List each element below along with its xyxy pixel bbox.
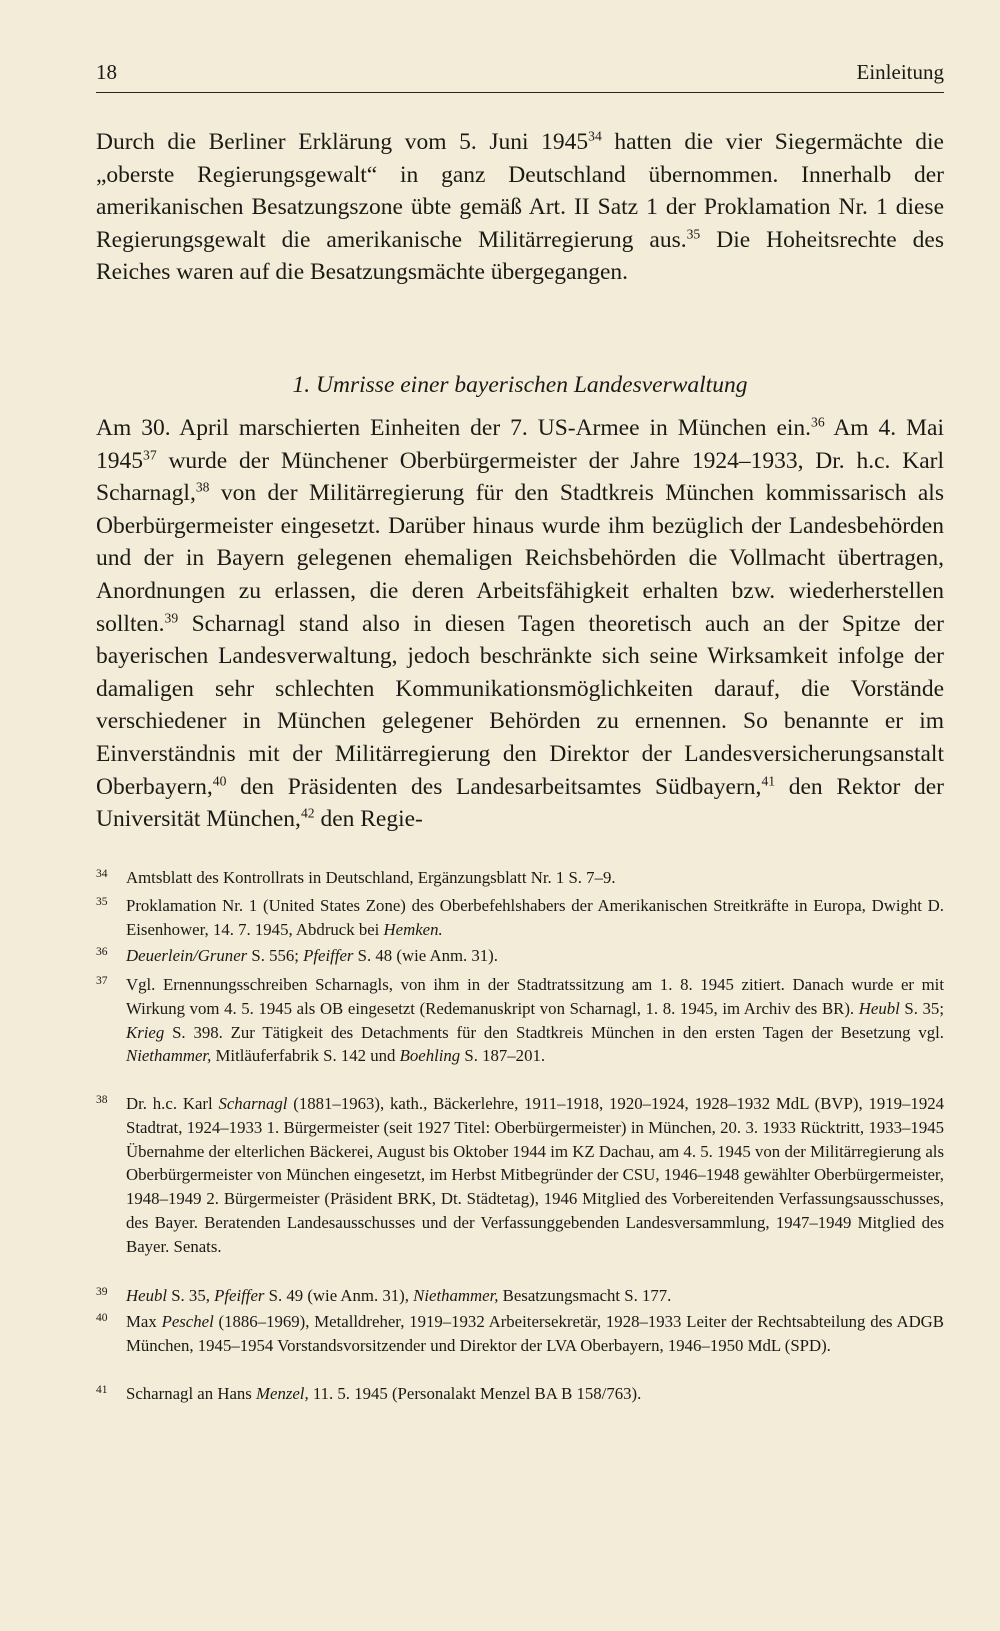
text-run: S. 49 (wie Anm. 31), <box>264 1286 414 1305</box>
text-run: wurde der Münchener Oberbürgermeister der Jahre 1924–1933, Dr. h.c. Karl Scharnagl, <box>96 447 944 507</box>
italic-text: Menzel, <box>256 1384 309 1403</box>
text-run: Am 4. Mai 1945 <box>96 415 944 474</box>
text-run: von der Militärregierung für den Stadtkreis München kommissarisch als Oberbürgermeister eingesetzt. Darüber hinaus wurde ihm bezüglich der Landesbehörden und der in Bayern gelegenen ehemaligen Reichsbehörden die Vollmacht übertragen, Anordnungen zu erlassen, die deren Arbeitsfähigkeit erhalten bzw. wiederherstellen sollten. <box>96 480 944 637</box>
italic-text: Boehling <box>399 1046 461 1066</box>
text-run: Mitläuferfabrik S. 142 und <box>211 1046 400 1066</box>
footnote-34 <box>96 866 944 890</box>
footnote-40 <box>96 1310 944 1358</box>
footnote-text <box>126 973 944 1068</box>
text-run: S. 187–201. <box>460 1046 546 1066</box>
text-run: Dr. h.c. Karl <box>126 1094 219 1113</box>
text-run: Scharnagl stand also in diesen Tagen theoretisch auch an der Spitze der bayerischen Landesverwaltung, jedoch beschränkte sich seine Wirksamkeit infolge der damaligen sehr schlechten Kommunikationsmöglichkeiten darauf, die Vorstände verschiedener in München gelegener Behörden zu ernennen. So benannte er im Einverständnis mit der Militärregierung den Direktor der Landesversicherungsanstalt Oberbayern, <box>96 610 944 800</box>
footnote-reference: 36 <box>811 414 825 430</box>
text-run: S. 398. Zur Tätigkeit des Detachments für den Stadtkreis München in den ersten Tagen der Besetzung vgl. <box>164 1022 944 1042</box>
footnote-number: 41 <box>96 1384 108 1396</box>
footnote-reference: 42 <box>300 805 315 821</box>
text-run: Amtsblatt des Kontrollrats in Deutschland, Ergänzungsblatt Nr. 1 S. 7–9. <box>126 868 616 887</box>
footnote-text <box>126 866 944 890</box>
footnote-number: 36 <box>96 946 108 958</box>
text-run: den Präsidenten des Landesarbeitsamtes Südbayern, <box>226 773 762 800</box>
page-number: 18 <box>96 60 117 84</box>
italic-text: Deuerlein/Gruner <box>126 946 248 965</box>
italic-text: Niethammer, <box>413 1286 499 1305</box>
footnote-number: 39 <box>96 1286 108 1298</box>
text-run: Max <box>126 1312 162 1331</box>
text-run: Am 30. April marschierten Einheiten der 7. US-Armee in München ein. <box>96 415 812 441</box>
text-run: S. 556; <box>247 946 304 965</box>
text-run: Scharnagl an Hans <box>126 1384 257 1403</box>
footnote-number: 34 <box>96 868 108 880</box>
footnote-number: 35 <box>96 896 108 908</box>
running-header <box>96 60 944 85</box>
footnote-reference: 34 <box>588 128 602 144</box>
italic-text: Peschel <box>161 1312 214 1331</box>
footnote-41 <box>96 1382 944 1406</box>
footnote-text <box>126 1310 944 1358</box>
text-run: den Regie- <box>314 806 423 833</box>
header-rule <box>96 92 944 93</box>
footnote-37 <box>96 973 944 1068</box>
italic-text: Scharnagl <box>218 1094 288 1113</box>
italic-text: Heubl <box>126 1286 168 1305</box>
text-run: 11. 5. 1945 (Personalakt Menzel BA B 158/763). <box>308 1384 642 1403</box>
italic-text: Pfeiffer <box>303 946 354 965</box>
footnote-text <box>126 894 944 942</box>
text-run: S. 35; <box>899 998 944 1018</box>
italic-text: Krieg <box>126 1022 165 1042</box>
footnote-text <box>126 944 944 968</box>
body-paragraph-1 <box>96 126 944 289</box>
footnote-reference: 38 <box>195 479 210 495</box>
footnote-reference: 39 <box>164 610 179 626</box>
footnote-35 <box>96 894 944 942</box>
text-run: Die Hoheitsrechte des Reiches waren auf die Besatzungsmächte übergegangen. <box>96 226 944 286</box>
italic-text: Niethammer, <box>126 1046 212 1066</box>
italic-text: Hemken. <box>383 919 443 939</box>
italic-text: Heubl <box>858 998 900 1018</box>
text-run: (1881–1963), kath., Bäckerlehre, 1911–1918, 1920–1924, 1928–1932 MdL (BVP), 1919–1924 Stadtrat, 1924–1933 1. Bürgermeister (seit 1927 Titel: Oberbürgermeister) in München, 20. 3. 1933 Rücktritt, 1933–1945 Übernahme der elterlichen Bäckerei, August bis Oktober 1944 im KZ Dachau, am 4. 5. 1945 von der Militärregierung als Oberbürgermeister von München eingesetzt, im Herbst Mitbegründer der CSU, 1946–1948 gewählter Oberbürgermeister, 1948–1949 2. Bürgermeister (Präsident BRK, Dt. Städtetag), 1946 Mitglied des Vorbereitenden Verfassungsausschusses, des Bayer. Beratenden Landesausschusses und der Verfassunggebenden Landesversammlung, 1947–1949 Mitglied des Bayer. Senats. <box>126 1094 944 1256</box>
footnote-reference: 35 <box>686 226 701 242</box>
running-title: Einleitung <box>856 60 944 84</box>
text-run: Besatzungsmacht S. 177. <box>498 1286 672 1305</box>
footnote-number: 37 <box>96 975 108 987</box>
footnote-reference: 40 <box>212 773 227 789</box>
footnote-36 <box>96 944 944 968</box>
text-run: S. 48 (wie Anm. 31). <box>353 946 498 965</box>
text-run: Proklamation Nr. 1 (United States Zone) des Oberbefehlshabers der Amerikanischen Streitkräfte in Europa, Dwight D. Eisenhower, 14. 7. 1945, Abdruck bei <box>126 896 944 939</box>
footnote-reference: 41 <box>761 773 776 789</box>
text-run: S. 35, <box>167 1286 215 1305</box>
footnote-38 <box>96 1092 944 1259</box>
body-paragraph-2 <box>96 412 944 836</box>
footnote-text <box>126 1092 944 1259</box>
footnote-reference: 37 <box>143 447 157 463</box>
footnote-text <box>126 1382 944 1406</box>
footnote-number: 40 <box>96 1312 108 1324</box>
section-title: 1. Umrisse einer bayerischen Landesverwaltung <box>292 372 748 398</box>
footnote-text <box>126 1284 944 1308</box>
text-run: den Rektor der Universität München, <box>96 773 945 833</box>
footnote-number: 38 <box>96 1094 108 1106</box>
text-run: hatten die vier Siegermächte die „oberste Regierungsgewalt“ in ganz Deutschland übernommen. Innerhalb der amerikanischen Besatzungszone übte gemäß Art. II Satz 1 der Proklamation Nr. 1 diese Regierungsgewalt die amerikanische Militärregierung aus. <box>96 129 944 253</box>
text-run: Vgl. Ernennungsschreiben Scharnagls, von ihm in der Stadtratssitzung am 1. 8. 1945 zitiert. Danach wurde er mit Wirkung vom 4. 5. 1945 als OB eingesetzt (Redemanuskript von Scharnagl, 1. 8. 1945, im Archiv des BR). <box>126 975 944 1018</box>
italic-text: Pfeiffer <box>214 1286 265 1305</box>
text-run: Durch die Berliner Erklärung vom 5. Juni 1945 <box>96 129 589 155</box>
text-run: (1886–1969), Metalldreher, 1919–1932 Arbeitersekretär, 1928–1933 Leiter der Rechtsabteilung des ADGB München, 1945–1954 Vorstandsvorsitzender und Direktor der LVA Oberbayern, 1946–1950 MdL (SPD). <box>126 1312 944 1355</box>
footnote-39 <box>96 1284 944 1308</box>
